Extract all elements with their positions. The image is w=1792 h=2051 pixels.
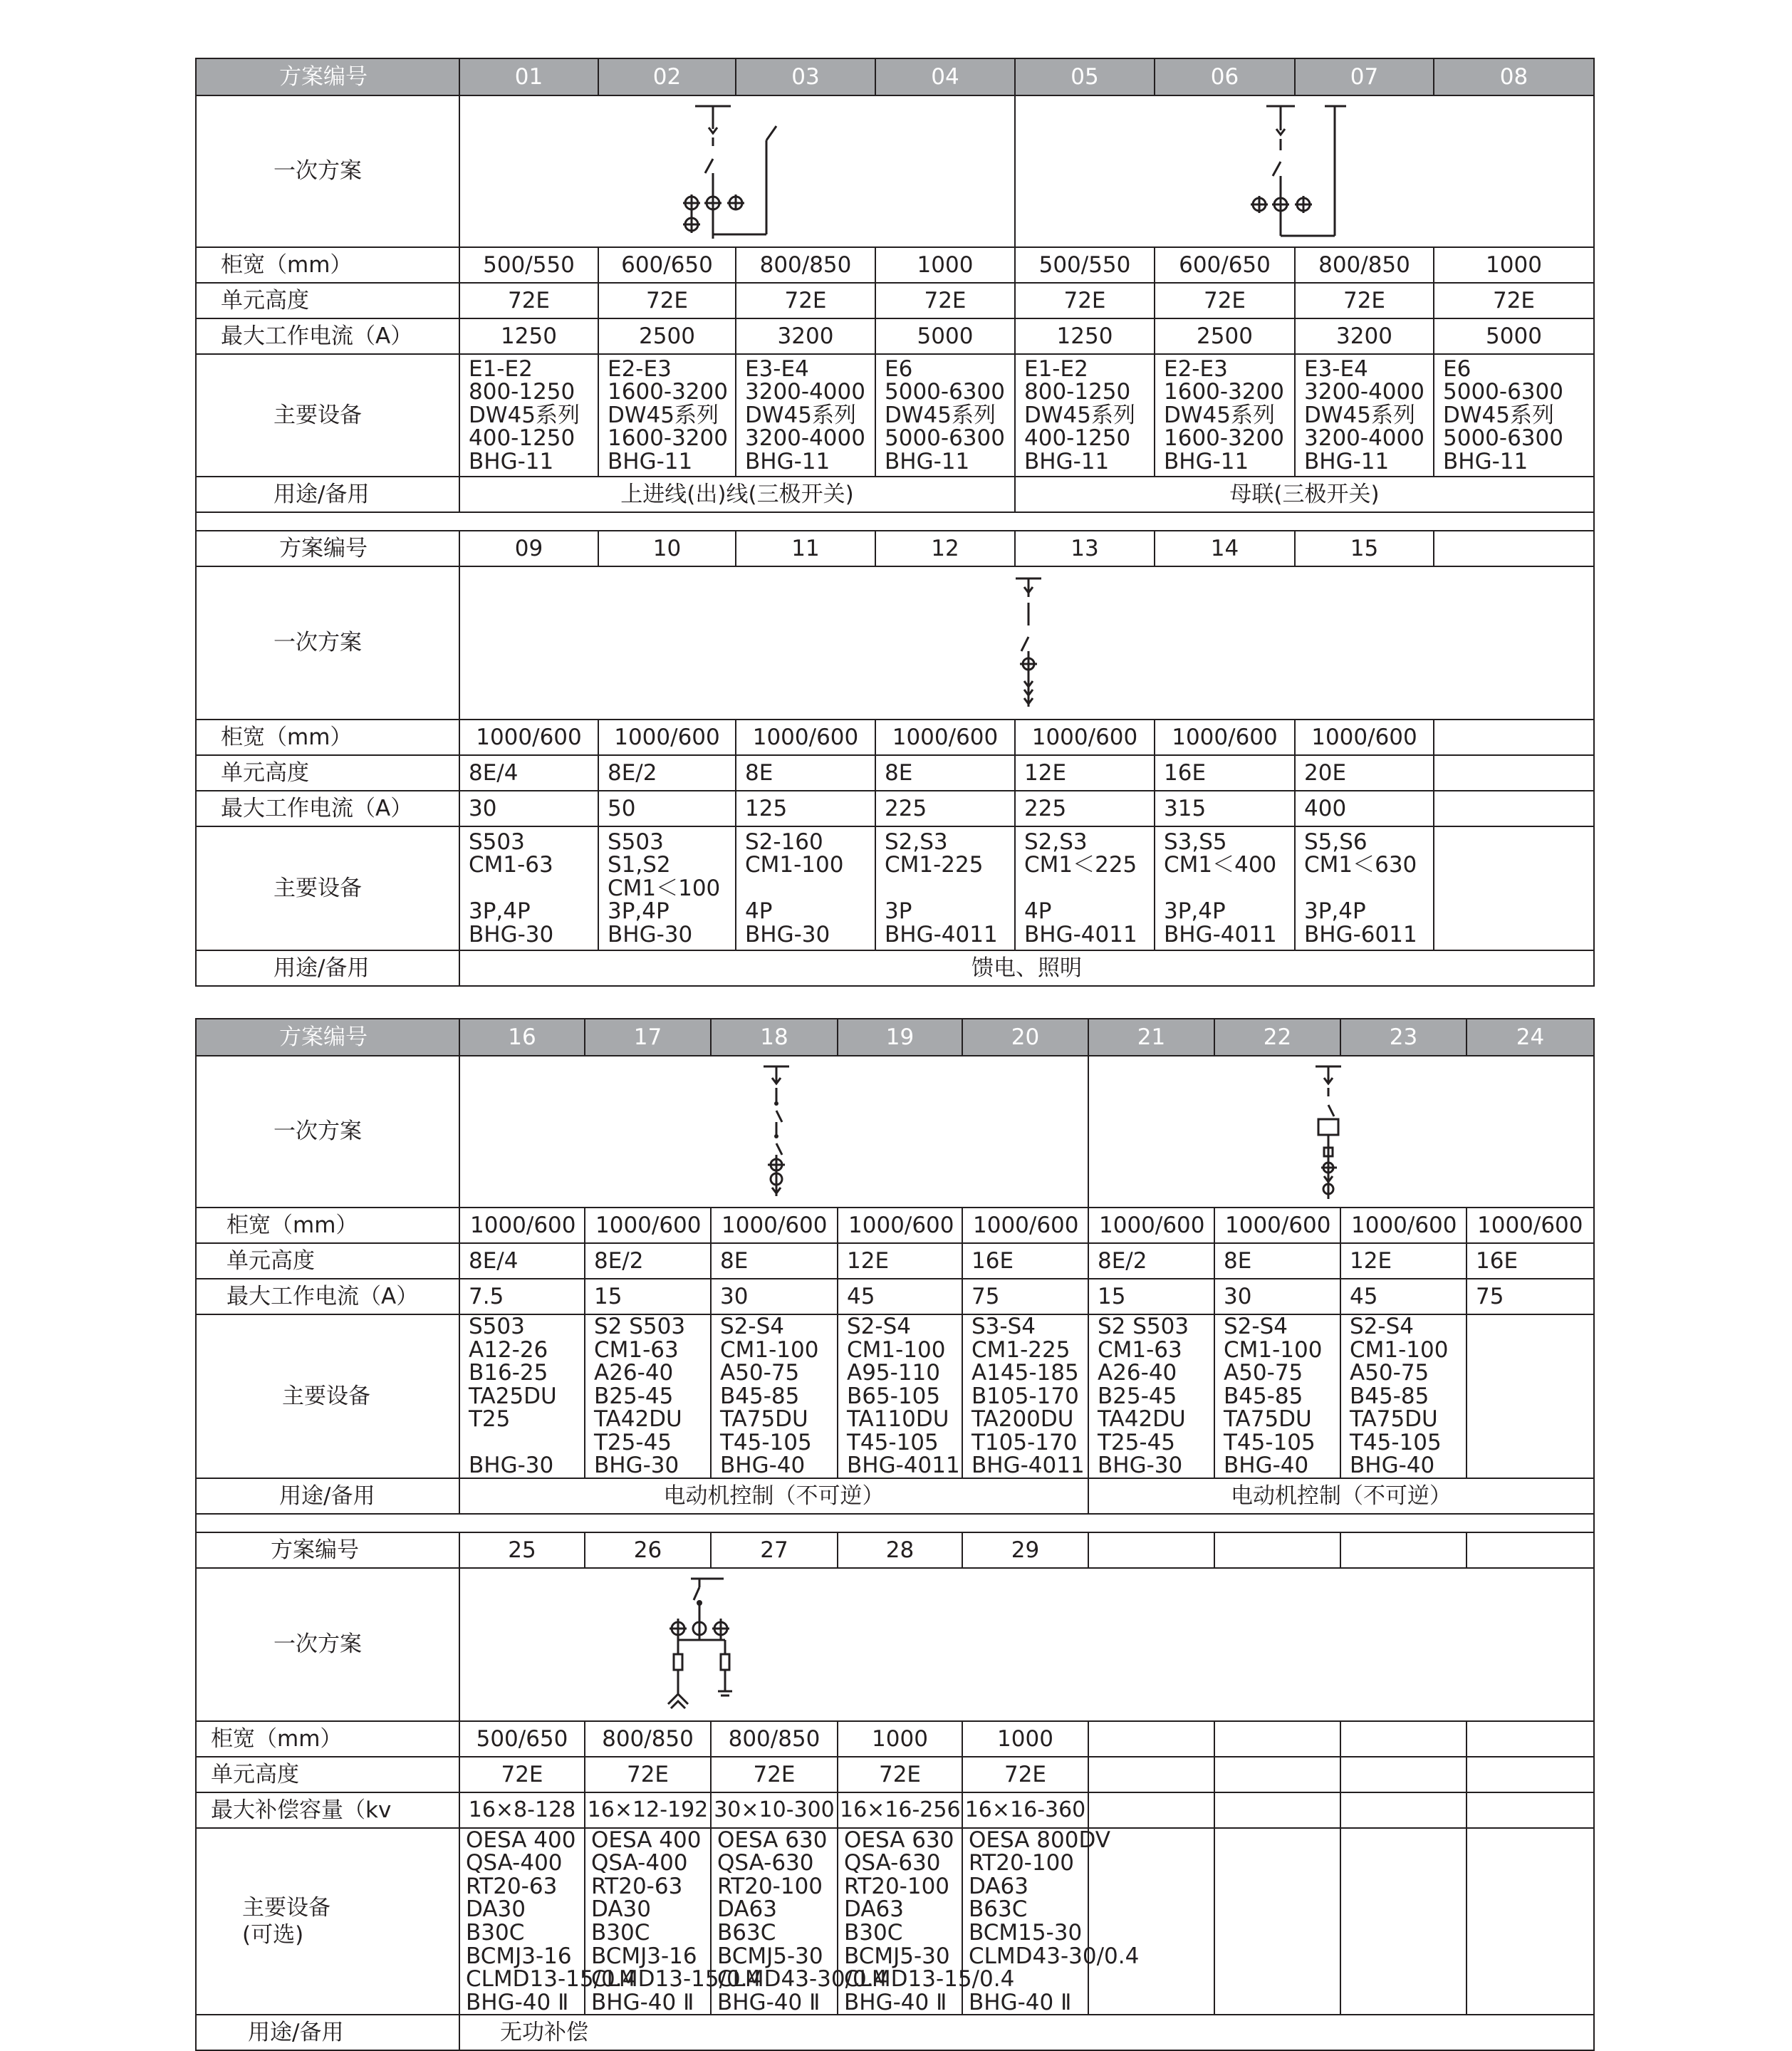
primary-scheme-row [196,566,1594,720]
max-current-value: 2500 [598,318,736,354]
max-current-value: 5000 [875,318,1015,354]
motor-control-diagram-icon [460,1056,1089,1207]
cabinet-width-value: 1000/600 [736,720,875,755]
cabinet-width-value: 1000/600 [1155,720,1295,755]
usage-label: 用途/备用 [196,950,459,986]
scheme-number: 21 [1088,1019,1214,1056]
scheme-number: 23 [1340,1019,1467,1056]
main-equipment-row [196,826,1594,950]
equipment-list: E6 5000-6300 DW45系列 5000-6300 BHG-11 [1434,354,1594,477]
scheme-number: 11 [736,531,875,566]
cabinet-width-value: 1000 [838,1721,962,1757]
max-current-value: 75 [962,1279,1088,1314]
scheme-number: 22 [1214,1019,1340,1056]
equipment-list: S2-S4 CM1-100 A50-75 B45-85 TA75DU T45-105 BHG-40 [1214,1314,1340,1478]
scheme-number-header-row [196,58,1594,95]
unit-height-value: 72E [459,283,598,318]
primary-scheme-diagram-compensation [459,1568,1594,1721]
cabinet-width-label: 柜宽（mm） [196,1721,459,1757]
unit-height-label: 单元高度 [196,755,459,791]
unit-height-value: 12E [838,1243,962,1279]
scheme-number: 27 [711,1532,838,1568]
main-equipment-row [196,354,1594,477]
scheme-number: 10 [598,531,736,566]
feeder-diagram-icon [460,567,1593,719]
scheme-number: 25 [459,1532,585,1568]
max-current-value: 3200 [736,318,875,354]
scheme-number: 01 [459,58,598,95]
cabinet-width-value: 1000/600 [459,720,598,755]
unit-height-value: 16E [1155,755,1295,791]
unit-height-value: 72E [459,1757,585,1792]
scheme-number-label: 方案编号 [196,531,459,566]
scheme-number: 06 [1155,58,1295,95]
unit-height-value: 16E [962,1243,1088,1279]
cabinet-width-value: 1000/600 [1088,1208,1214,1243]
primary-scheme-label: 一次方案 [196,566,459,720]
usage-label: 用途/备用 [196,2015,459,2050]
max-compensation-value [1340,1792,1467,1828]
cabinet-width-value: 1000/600 [1214,1208,1340,1243]
primary-scheme-label: 一次方案 [196,95,459,247]
scheme-number: 12 [875,531,1015,566]
scheme-number [1434,531,1594,566]
max-current-value: 2500 [1155,318,1295,354]
unit-height-value: 72E [875,283,1015,318]
max-current-value: 225 [1015,791,1155,826]
scheme-number-row [196,531,1594,566]
cabinet-width-value: 1000/600 [598,720,736,755]
equipment-list: S2 S503 CM1-63 A26-40 B25-45 TA42DU T25-45 BHG-30 [585,1314,711,1478]
equipment-list: S3-S4 CM1-225 A145-185 B105-170 TA200DU T105-170 BHG-4011 [962,1314,1088,1478]
cabinet-width-value: 1000 [875,247,1015,283]
equipment-list: S2,S3 CM1-225 3P BHG-4011 [875,826,1015,950]
max-compensation-value: 16×16-256 [838,1792,962,1828]
equipment-list: S2-S4 CM1-100 A50-75 B45-85 TA75DU T45-105 BHG-40 [1340,1314,1467,1478]
primary-scheme-diagram-feeder [459,566,1594,720]
unit-height-row [196,755,1594,791]
unit-height-value: 8E/4 [459,1243,585,1279]
cabinet-width-value [1088,1721,1214,1757]
equipment-list: S2-160 CM1-100 4P BHG-30 [736,826,875,950]
scheme-number [1088,1532,1214,1568]
max-current-value: 75 [1467,1279,1594,1314]
max-compensation-value: 16×12-192 [585,1792,711,1828]
max-current-value: 125 [736,791,875,826]
primary-scheme-row [196,95,1594,247]
primary-scheme-diagram-motor-b [1088,1056,1594,1208]
unit-height-value: 8E/2 [1088,1243,1214,1279]
cabinet-width-label: 柜宽（mm） [196,720,459,755]
unit-height-value [1434,755,1594,791]
equipment-list: S2 S503 CM1-63 A26-40 B25-45 TA42DU T25-45 BHG-30 [1088,1314,1214,1478]
scheme-table-16-29 [195,1018,1595,2051]
scheme-number: 29 [962,1532,1088,1568]
equipment-list: S5,S6 CM1＜630 3P,4P BHG-6011 [1295,826,1434,950]
max-current-value: 15 [1088,1279,1214,1314]
unit-height-value: 8E/4 [459,755,598,791]
max-current-value: 400 [1295,791,1434,826]
scheme-number-label: 方案编号 [196,1532,459,1568]
cabinet-width-value: 800/850 [736,247,875,283]
equipment-list: E6 5000-6300 DW45系列 5000-6300 BHG-11 [875,354,1015,477]
usage-value: 母联(三极开关) [1015,477,1594,512]
usage-value: 无功补偿 [459,2015,1594,2050]
max-current-row [196,1279,1594,1314]
cabinet-width-value: 500/650 [459,1721,585,1757]
equipment-list-empty [1467,1314,1594,1478]
unit-height-value: 72E [962,1757,1088,1792]
primary-scheme-diagram-motor-a [459,1056,1088,1208]
max-current-label: 最大工作电流（A） [196,1279,459,1314]
equipment-list: S3,S5 CM1＜400 3P,4P BHG-4011 [1155,826,1295,950]
max-current-value: 1250 [1015,318,1155,354]
scheme-number: 07 [1295,58,1434,95]
reactive-compensation-diagram-icon [460,1569,1595,1720]
primary-scheme-row [196,1568,1594,1721]
equipment-list: OESA 800DV RT20-100 DA63 B63C BCM15-30 CLMD43-30/0.4 BHG-40 Ⅱ [962,1828,1088,2015]
scheme-number: 26 [585,1532,711,1568]
scheme-number-header-row [196,1019,1594,1056]
cabinet-width-value: 500/550 [1015,247,1155,283]
unit-height-value: 12E [1340,1243,1467,1279]
table-spacer [196,1514,1594,1532]
unit-height-value: 20E [1295,755,1434,791]
scheme-number: 14 [1155,531,1295,566]
unit-height-value [1340,1757,1467,1792]
max-current-label: 最大工作电流（A） [196,318,459,354]
usage-row [196,950,1594,986]
max-current-value: 315 [1155,791,1295,826]
scheme-number: 28 [838,1532,962,1568]
unit-height-value: 16E [1467,1243,1594,1279]
usage-value: 上进线(出)线(三极开关) [459,477,1015,512]
primary-scheme-diagram-bus-tie [1015,95,1594,247]
unit-height-value: 72E [598,283,736,318]
max-compensation-value: 30×10-300 [711,1792,838,1828]
cabinet-width-value: 1000/600 [838,1208,962,1243]
scheme-number [1467,1532,1594,1568]
scheme-number-label: 方案编号 [196,1019,459,1056]
max-current-value: 5000 [1434,318,1594,354]
cabinet-width-value: 1000/600 [1015,720,1155,755]
primary-scheme-diagram-incoming [459,95,1015,247]
usage-row [196,1478,1594,1514]
scheme-number: 18 [711,1019,838,1056]
max-current-value: 30 [1214,1279,1340,1314]
unit-height-row [196,283,1594,318]
cabinet-width-value [1434,720,1594,755]
max-current-value: 225 [875,791,1015,826]
motor-control-diagram-icon [1089,1056,1595,1207]
unit-height-value: 72E [736,283,875,318]
usage-value: 电动机控制（不可逆） [459,1478,1088,1514]
unit-height-value: 8E [736,755,875,791]
main-equipment-optional-label: 主要设备 (可选) [196,1828,459,2015]
max-current-row [196,318,1594,354]
equipment-list-empty [1467,1828,1594,2015]
max-current-value: 50 [598,791,736,826]
equipment-list: E1-E2 800-1250 DW45系列 400-1250 BHG-11 [1015,354,1155,477]
unit-height-label: 单元高度 [196,283,459,318]
cabinet-width-value: 1000/600 [875,720,1015,755]
usage-value: 电动机控制（不可逆） [1088,1478,1594,1514]
unit-height-value: 8E [1214,1243,1340,1279]
equipment-list: E1-E2 800-1250 DW45系列 400-1250 BHG-11 [459,354,598,477]
unit-height-label: 单元高度 [196,1243,459,1279]
cabinet-width-row [196,1721,1594,1757]
max-compensation-row [196,1792,1594,1828]
max-compensation-value [1214,1792,1340,1828]
table-spacer [196,512,1594,531]
scheme-number [1340,1532,1467,1568]
unit-height-row [196,1243,1594,1279]
unit-height-value: 72E [1295,283,1434,318]
cabinet-width-value: 800/850 [585,1721,711,1757]
unit-height-value: 8E [711,1243,838,1279]
main-equipment-row [196,1314,1594,1478]
usage-label: 用途/备用 [196,1478,459,1514]
unit-height-value: 12E [1015,755,1155,791]
max-current-value: 1250 [459,318,598,354]
equipment-list: S2-S4 CM1-100 A50-75 B45-85 TA75DU T45-105 BHG-40 [711,1314,838,1478]
equipment-list: OESA 400 QSA-400 RT20-63 DA30 B30C BCMJ3-16 CLMD13-15/0.4 BHG-40 Ⅱ [585,1828,711,2015]
equipment-list: S503 CM1-63 3P,4P BHG-30 [459,826,598,950]
scheme-number: 24 [1467,1019,1594,1056]
cabinet-width-row [196,1208,1594,1243]
max-compensation-value [1088,1792,1214,1828]
scheme-number: 09 [459,531,598,566]
max-current-value: 30 [459,791,598,826]
unit-height-label: 单元高度 [196,1757,459,1792]
unit-height-value: 72E [1155,283,1295,318]
equipment-list-empty [1088,1828,1214,2015]
equipment-list: E3-E4 3200-4000 DW45系列 3200-4000 BHG-11 [1295,354,1434,477]
max-current-label: 最大工作电流（A） [196,791,459,826]
usage-label: 用途/备用 [196,477,459,512]
scheme-number: 13 [1015,531,1155,566]
scheme-number-label: 方案编号 [196,58,459,95]
equipment-list: S503 S1,S2 CM1＜100 3P,4P BHG-30 [598,826,736,950]
equipment-list: OESA 630 QSA-630 RT20-100 DA63 B30C BCMJ5-30 CLMD13-15/0.4 BHG-40 Ⅱ [838,1828,962,2015]
usage-row [196,477,1594,512]
equipment-list-empty [1214,1828,1340,2015]
equipment-list: E2-E3 1600-3200 DW45系列 1600-3200 BHG-11 [1155,354,1295,477]
scheme-number: 15 [1295,531,1434,566]
cabinet-width-value: 1000 [962,1721,1088,1757]
cabinet-width-value: 1000/600 [962,1208,1088,1243]
max-compensation-value: 16×16-360 [962,1792,1088,1828]
unit-height-value: 72E [1015,283,1155,318]
cabinet-width-value: 600/650 [1155,247,1295,283]
scheme-number: 08 [1434,58,1594,95]
scheme-number: 03 [736,58,875,95]
equipment-list-empty [1434,826,1594,950]
max-compensation-value: 16×8-128 [459,1792,585,1828]
unit-height-value [1088,1757,1214,1792]
max-current-value: 45 [838,1279,962,1314]
unit-height-value: 72E [711,1757,838,1792]
equipment-list-empty [1340,1828,1467,2015]
primary-scheme-label: 一次方案 [196,1056,459,1208]
cabinet-width-row [196,720,1594,755]
max-current-value: 7.5 [459,1279,585,1314]
max-current-value: 15 [585,1279,711,1314]
main-equipment-label: 主要设备 [196,1314,459,1478]
scheme-number: 05 [1015,58,1155,95]
max-current-row [196,791,1594,826]
cabinet-width-value: 1000/600 [1467,1208,1594,1243]
primary-scheme-label: 一次方案 [196,1568,459,1721]
cabinet-width-value: 500/550 [459,247,598,283]
unit-height-value [1214,1757,1340,1792]
bus-tie-diagram-icon [1016,96,1593,246]
cabinet-width-label: 柜宽（mm） [196,247,459,283]
unit-height-value: 72E [1434,283,1594,318]
max-current-value: 3200 [1295,318,1434,354]
cabinet-width-row [196,247,1594,283]
unit-height-value: 8E [875,755,1015,791]
cabinet-width-value: 800/850 [1295,247,1434,283]
usage-value: 馈电、照明 [459,950,1594,986]
max-compensation-value [1467,1792,1594,1828]
primary-scheme-row [196,1056,1594,1208]
max-current-value: 30 [711,1279,838,1314]
equipment-list: OESA 400 QSA-400 RT20-63 DA30 B30C BCMJ3-16 CLMD13-15/0.4 BHG-40 Ⅱ [459,1828,585,2015]
scheme-number: 20 [962,1019,1088,1056]
cabinet-width-value: 800/850 [711,1721,838,1757]
unit-height-value: 8E/2 [585,1243,711,1279]
main-equipment-row [196,1828,1594,2015]
equipment-list: S503 A12-26 B16-25 TA25DU T25 BHG-30 [459,1314,585,1478]
max-current-value [1434,791,1594,826]
unit-height-value: 72E [585,1757,711,1792]
cabinet-width-value: 600/650 [598,247,736,283]
cabinet-width-value [1214,1721,1340,1757]
cabinet-width-value: 1000/600 [1340,1208,1467,1243]
cabinet-width-label: 柜宽（mm） [196,1208,459,1243]
scheme-number: 17 [585,1019,711,1056]
cabinet-width-value: 1000/600 [711,1208,838,1243]
equipment-list: OESA 630 QSA-630 RT20-100 DA63 B63C BCMJ5-30 CLMD43-30/0.4 BHG-40 Ⅱ [711,1828,838,2015]
usage-row [196,2015,1594,2050]
equipment-list: S2-S4 CM1-100 A95-110 B65-105 TA110DU T45-105 BHG-4011 [838,1314,962,1478]
cabinet-width-value [1340,1721,1467,1757]
scheme-number: 19 [838,1019,962,1056]
cabinet-width-value: 1000/600 [1295,720,1434,755]
unit-height-value: 72E [838,1757,962,1792]
scheme-number [1214,1532,1340,1568]
unit-height-row [196,1757,1594,1792]
scheme-table-01-15 [195,58,1595,987]
main-equipment-label: 主要设备 [196,826,459,950]
cabinet-width-value: 1000 [1434,247,1594,283]
scheme-number-row [196,1532,1594,1568]
scheme-number: 04 [875,58,1015,95]
cabinet-width-value: 1000/600 [459,1208,585,1243]
max-current-value: 45 [1340,1279,1467,1314]
unit-height-value [1467,1757,1594,1792]
equipment-list: E2-E3 1600-3200 DW45系列 1600-3200 BHG-11 [598,354,736,477]
main-equipment-label: 主要设备 [196,354,459,477]
equipment-list: S2,S3 CM1＜225 4P BHG-4011 [1015,826,1155,950]
cabinet-width-value [1467,1721,1594,1757]
unit-height-value: 8E/2 [598,755,736,791]
scheme-number: 02 [598,58,736,95]
scheme-number: 16 [459,1019,585,1056]
max-compensation-label: 最大补偿容量（kv [196,1792,459,1828]
cabinet-width-value: 1000/600 [585,1208,711,1243]
equipment-list: E3-E4 3200-4000 DW45系列 3200-4000 BHG-11 [736,354,875,477]
incoming-breaker-diagram-icon [460,96,1016,246]
